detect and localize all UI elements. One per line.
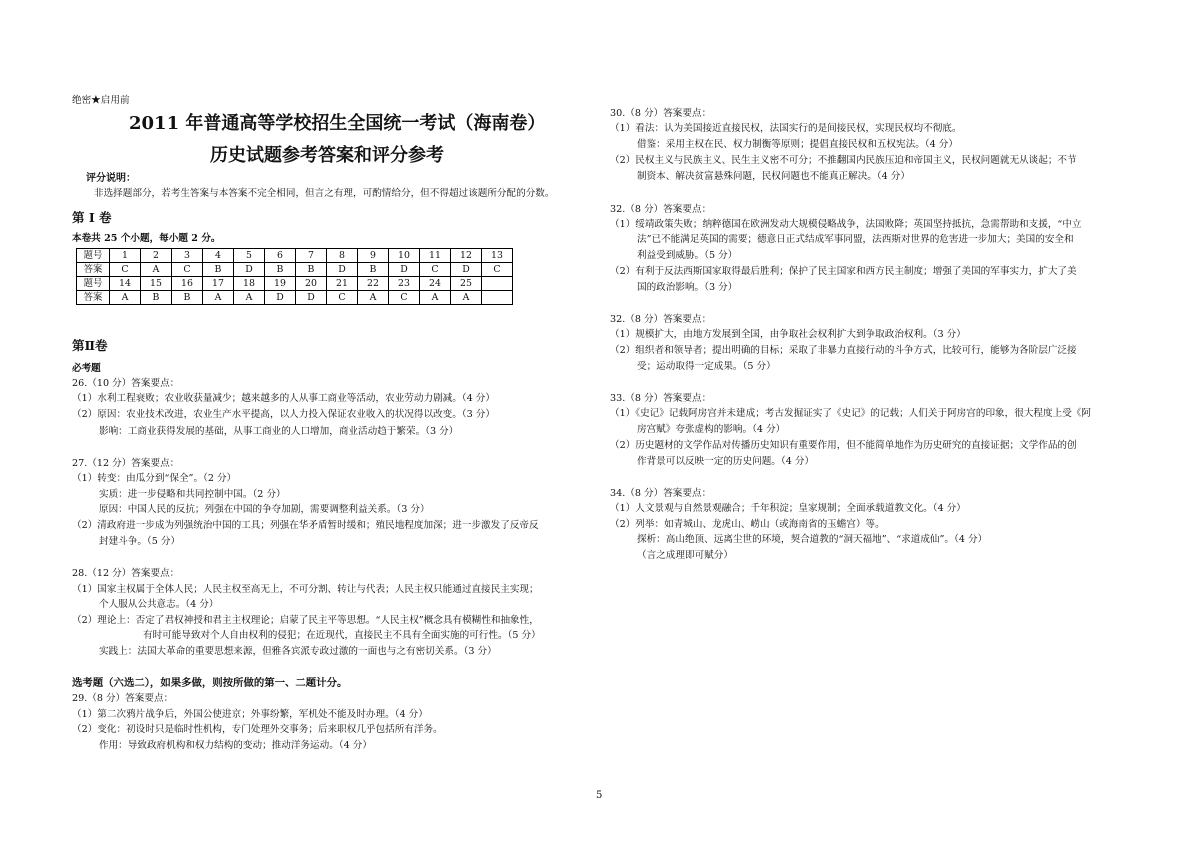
question-number: 23: [389, 277, 420, 291]
row-label: 答案: [77, 263, 110, 277]
q31-line: 利益受到威胁。（5 分）: [637, 250, 738, 261]
answer-cell: A: [358, 291, 389, 305]
q34-line: （言之成理即可赋分）: [637, 550, 733, 561]
q29-line: （2）变化：初设时只是临时性机构，专门处理外交事务；后来职权几乎包括所有洋务。: [72, 724, 443, 735]
q27-line: （2）清政府进一步成为列强统治中国的工具；列强在华矛盾暂时缓和；殖民地程度加深；进一步激发了反帝反: [72, 520, 539, 531]
page-number: 5: [596, 790, 603, 801]
question-number: 20: [296, 277, 327, 291]
q33-line: （1）《史记》记载阿房宫并未建成；考古发掘证实了《史记》的记载；人们关于阿房宫的印象，很大程度上受《阿: [610, 408, 1091, 419]
question-number: 13: [482, 249, 513, 263]
answer-cell: C: [389, 291, 420, 305]
question-number: 25: [451, 277, 482, 291]
q30-line: 借鉴：采用主权在民、权力制衡等原则；提倡直接民权和五权宪法。（4 分）: [637, 139, 958, 150]
q32-line: （2）组织者和领导者；提出明确的目标；采取了非暴力直接行动的斗争方式，比较可行，能够为各阶层广泛接: [610, 345, 1077, 356]
q34-line: 探析：高山绝顶、远离尘世的环境，契合道教的“洞天福地”、“求道成仙”。（4 分）: [637, 534, 988, 545]
q32-line: 受；运动取得一定成果。（5 分）: [637, 361, 776, 372]
question-number: 19: [265, 277, 296, 291]
question-number: 22: [358, 277, 389, 291]
answer-cell: C: [327, 291, 358, 305]
q34-line: （2）列举：如青城山、龙虎山、崂山（或海南省的玉蟾宫）等。: [610, 519, 885, 530]
answer-cell: C: [172, 263, 203, 277]
question-number: 5: [234, 249, 265, 263]
q28-head: 28.（12 分）答案要点：: [72, 568, 180, 579]
question-number: 3: [172, 249, 203, 263]
answer-cell: D: [327, 263, 358, 277]
confidential-label: 绝密★启用前: [72, 95, 130, 106]
table-row: [77, 277, 513, 291]
q28-line: 个人服从公共意志。（4 分）: [99, 599, 219, 610]
q26-head: 26.（10 分）答案要点：: [72, 378, 180, 389]
table-row: [77, 249, 513, 263]
part2-heading: 第Ⅱ卷: [72, 338, 108, 353]
question-number: 4: [203, 249, 234, 263]
answer-cell: A: [420, 291, 451, 305]
scoring-heading: 评分说明：: [86, 173, 136, 184]
question-number: [482, 277, 513, 291]
answer-cell: [482, 291, 513, 305]
question-number: 8: [327, 249, 358, 263]
q29-line: 作用：导致政府机构和权力结构的变动；推动洋务运动。（4 分）: [99, 740, 372, 751]
page-subtitle: 历史试题参考答案和评分参考: [210, 145, 444, 166]
answer-cell: D: [234, 263, 265, 277]
q31-line: 法”已不能满足英国的需要；德意日正式结成军事同盟，法西斯对世界的危害进一步加大；美国的安全和: [637, 234, 1074, 245]
q27-line: 封建斗争。（5 分）: [99, 536, 181, 547]
q33-line: （2）历史题材的文学作品对传播历史知识有重要作用，但不能简单地作为历史研究的直接证据；文学作品的创: [610, 440, 1077, 451]
q28-line: 有时可能导致对个人自由权利的侵犯；在近现代，直接民主不具有全面实施的可行性。（5 分）: [143, 630, 541, 641]
required-heading: 必考题: [72, 363, 101, 374]
q26-line: （2）原因：农业技术改进，农业生产水平提高，以人力投入保证农业收入的状况得以改变。（3 分）: [72, 409, 495, 420]
q30-line: （1）看法：认为美国接近直接民权，法国实行的是间接民权，实现民权均不彻底。: [610, 123, 962, 134]
q31-head: 32.（8 分）答案要点：: [610, 204, 712, 215]
answer-table: [76, 248, 513, 305]
answer-cell: A: [234, 291, 265, 305]
q30-line: （2）民权主义与民族主义、民生主义密不可分；不推翻国内民族压迫和帝国主义，民权问题就无从谈起；不节: [610, 155, 1077, 166]
answer-cell: D: [265, 291, 296, 305]
answer-cell: D: [389, 263, 420, 277]
q34-head: 34.（8 分）答案要点：: [610, 488, 712, 499]
q31-line: （2）有利于反法西斯国家取得最后胜利；保护了民主国家和西方民主制度；增强了美国的军事实力，扩大了美: [610, 266, 1077, 277]
answer-cell: B: [296, 263, 327, 277]
row-label: 题号: [77, 277, 110, 291]
question-number: 15: [141, 277, 172, 291]
answer-cell: B: [265, 263, 296, 277]
question-number: 6: [265, 249, 296, 263]
q26-line: 影响：工商业获得发展的基础，从事工商业的人口增加，商业活动趋于繁荣。（3 分）: [99, 426, 459, 437]
question-number: 9: [358, 249, 389, 263]
q28-line: （2）理论上：否定了君权神授和君主主权理论；启蒙了民主平等思想。“人民主权”概念具有模糊性和抽象性，: [72, 615, 539, 626]
q30-head: 30.（8 分）答案要点：: [610, 108, 712, 119]
q31-line: （1）绥靖政策失败；纳粹德国在欧洲发动大规模侵略战争，法国败降；英国坚持抵抗，急需帮助和支援，“中立: [610, 219, 1082, 230]
question-number: 18: [234, 277, 265, 291]
table-row: [77, 263, 513, 277]
question-number: 7: [296, 249, 327, 263]
answer-cell: D: [451, 263, 482, 277]
q26-line: （1）水利工程衰败；农业收获量减少；越来越多的人从事工商业等活动，农业劳动力剧减。（4 分）: [72, 393, 495, 404]
table-row: [77, 291, 513, 305]
answer-cell: C: [482, 263, 513, 277]
question-number: 1: [110, 249, 141, 263]
answer-cell: C: [420, 263, 451, 277]
answer-cell: B: [358, 263, 389, 277]
q29-line: （1）第二次鸦片战争后，外国公使进京；外事纷繁，军机处不能及时办理。（4 分）: [72, 709, 428, 720]
q28-line: （1）国家主权属于全体人民；人民主权至高无上，不可分割、转让与代表；人民主权只能通过直接民主实现；: [72, 584, 539, 595]
answer-cell: B: [141, 291, 172, 305]
answer-cell: B: [172, 291, 203, 305]
question-number: 21: [327, 277, 358, 291]
q33-line: 作背景可以反映一定的历史问题。（4 分）: [637, 456, 815, 467]
elective-heading: 选考题（六选二），如果多做，则按所做的第一、二题计分。: [72, 677, 348, 689]
answer-cell: A: [203, 291, 234, 305]
row-label: 题号: [77, 249, 110, 263]
q31-line: 国的政治影响。（3 分）: [637, 282, 738, 293]
answer-cell: C: [110, 263, 141, 277]
question-number: 10: [389, 249, 420, 263]
answer-cell: A: [141, 263, 172, 277]
question-number: 17: [203, 277, 234, 291]
q32-head: 32.（8 分）答案要点：: [610, 314, 712, 325]
answer-cell: D: [296, 291, 327, 305]
q27-line: 原因：中国人民的反抗；列强在中国的争夺加剧，需要调整利益关系。（3 分）: [99, 504, 430, 515]
question-number: 12: [451, 249, 482, 263]
q30-line: 制资本、解决贫富悬殊问题，民权问题也不能真正解决。（4 分）: [637, 171, 910, 182]
question-number: 2: [141, 249, 172, 263]
question-number: 24: [420, 277, 451, 291]
q28-line: 实践上：法国大革命的重要思想来源，但雅各宾派专政过激的一面也与之有密切关系。（3 分）: [99, 646, 497, 657]
row-label: 答案: [77, 291, 110, 305]
answer-cell: B: [203, 263, 234, 277]
q27-head: 27.（12 分）答案要点：: [72, 458, 180, 469]
part1-heading: 第 I 卷: [72, 210, 112, 225]
page-title: 2011 年普通高等学校招生全国统一考试（海南卷）: [129, 113, 546, 134]
question-number: 14: [110, 277, 141, 291]
answer-cell: A: [451, 291, 482, 305]
q33-line: 房宫赋》夸张虚构的影响。（4 分）: [637, 424, 786, 435]
part1-subheading: 本卷共 25 个小题，每小题 2 分。: [72, 233, 221, 244]
q27-line: 实质：进一步侵略和共同控制中国。（2 分）: [99, 489, 286, 500]
question-number: 11: [420, 249, 451, 263]
q33-head: 33.（8 分）答案要点：: [610, 393, 712, 404]
scoring-text: 非选择题部分，若考生答案与本答案不完全相同，但言之有理，可酌情给分，但不得超过该题所分配的分数。: [94, 188, 555, 199]
q32-line: （1）规模扩大，由地方发展到全国，由争取社会权利扩大到争取政治权利。（3 分）: [610, 329, 966, 340]
answer-cell: A: [110, 291, 141, 305]
question-number: 16: [172, 277, 203, 291]
q34-line: （1）人文景观与自然景观融合；千年积淀；皇家规制；全面承载道教文化。（4 分）: [610, 503, 966, 514]
q29-head: 29.（8 分）答案要点：: [72, 693, 174, 704]
q27-line: （1）转变：由瓜分到“保全”。（2 分）: [72, 473, 237, 484]
